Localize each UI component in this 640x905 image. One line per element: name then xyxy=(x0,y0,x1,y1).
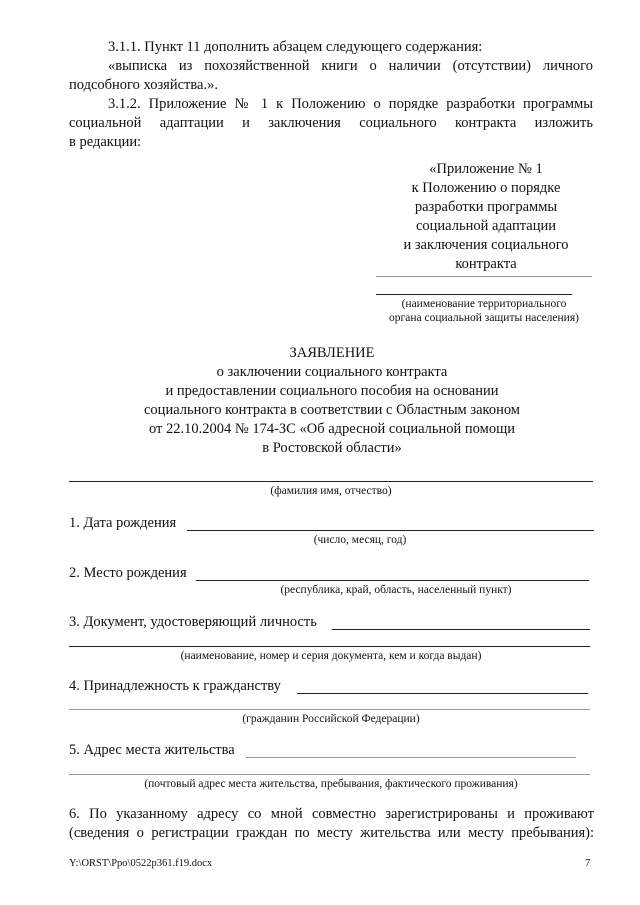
full-name-field[interactable] xyxy=(69,481,593,482)
appendix-header-line-3: разработки программы xyxy=(414,199,558,215)
agency-hint-line-1: (наименование территориального xyxy=(401,298,567,310)
title-line-3: социального контракта в соответствии с Областным законом xyxy=(144,402,520,418)
birth-date-label: 1. Дата рождения xyxy=(69,515,177,531)
appendix-header-line-5: и заключения социального xyxy=(403,237,569,253)
appendix-header-line-2: к Положению о порядке xyxy=(411,180,561,196)
id-document-field-1[interactable] xyxy=(332,629,590,630)
title-line-4: от 22.10.2004 № 174-ЗС «Об адресной социальной помощи xyxy=(148,421,515,437)
title-heading: ЗАЯВЛЕНИЕ xyxy=(289,345,375,361)
appendix-header-line-6: контракта xyxy=(455,256,517,272)
address-label: 5. Адрес места жительства xyxy=(69,742,235,758)
amendment-quote-line-1: «выписка из похозяйственной книги о наличии (отсутствии) личного xyxy=(108,58,593,74)
address-field-2[interactable] xyxy=(69,774,590,775)
address-hint: (почтовый адрес места жительства, пребывания, фактического проживания) xyxy=(144,778,518,790)
item-6-line-1: 6. По указанному адресу со мной совместно зарегистрированы и проживают xyxy=(69,806,594,822)
id-document-hint: (наименование, номер и серия документа, кем и когда выдан) xyxy=(180,650,482,662)
agency-line-2[interactable] xyxy=(376,294,572,295)
title-line-5: в Ростовской области» xyxy=(262,440,402,456)
agency-hint-line-2: органа социальной защиты населения) xyxy=(389,312,579,324)
application-title xyxy=(70,344,594,458)
citizenship-label: 4. Принадлежность к гражданству xyxy=(69,678,281,694)
amendment-3-1-1: 3.1.1. Пункт 11 дополнить абзацем следующего содержания: xyxy=(108,39,483,55)
appendix-header-line-1: «Приложение № 1 xyxy=(429,161,543,177)
citizenship-field[interactable] xyxy=(297,693,588,694)
birth-place-label: 2. Место рождения xyxy=(69,565,187,581)
agency-hint xyxy=(376,297,592,325)
id-document-field-2[interactable] xyxy=(69,646,590,647)
title-line-1: о заключении социального контракта xyxy=(216,364,448,380)
amendment-3-1-2-line-1: 3.1.2. Приложение № 1 к Положению о порядке разработки программы xyxy=(108,96,593,112)
appendix-header-line-4: социальной адаптации xyxy=(415,218,557,234)
item-6-line-2: (сведения о регистрации граждан по месту жительства или месту пребывания): xyxy=(69,825,594,841)
footer-file-path: Y:\ORST\Ppo\0522p361.f19.docx xyxy=(69,858,213,869)
id-document-label: 3. Документ, удостоверяющий личность xyxy=(69,614,317,630)
amendment-3-1-2-line-3: в редакции: xyxy=(69,134,142,150)
birth-place-hint: (республика, край, область, населенный пункт) xyxy=(280,584,512,596)
amendment-3-1-2-line-2: социальной адаптации и заключения социального контракта изложить xyxy=(69,115,593,131)
title-line-2: и предоставлении социального пособия на основании xyxy=(165,383,499,399)
appendix-header xyxy=(376,160,596,274)
footer-page-number: 7 xyxy=(585,858,591,869)
citizenship-hint: (гражданин Российской Федерации) xyxy=(242,713,420,725)
amendment-quote-line-2: подсобного хозяйства.». xyxy=(69,77,218,93)
address-field-1[interactable] xyxy=(246,757,576,758)
full-name-hint: (фамилия имя, отчество) xyxy=(270,485,392,497)
citizenship-field-2[interactable] xyxy=(69,709,590,710)
birth-date-hint: (число, месяц, год) xyxy=(313,534,407,546)
agency-line-1[interactable] xyxy=(376,276,592,277)
birth-place-field[interactable] xyxy=(196,580,589,581)
birth-date-field[interactable] xyxy=(187,530,594,531)
